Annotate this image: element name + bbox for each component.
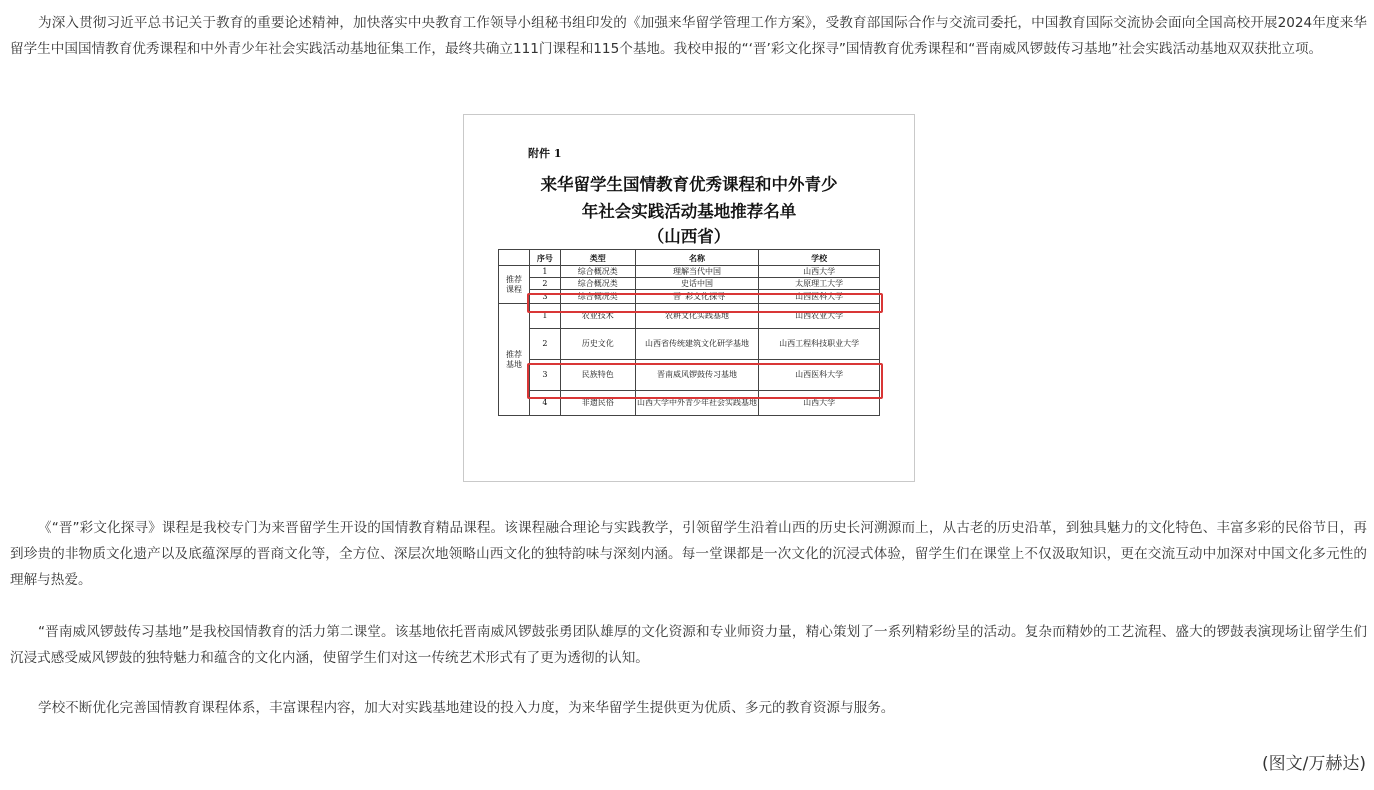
recommendation-list-image <box>463 114 915 482</box>
base-paragraph: “晋南威风锣鼓传习基地”是我校国情教育的活力第二课堂。该基地依托晋南威风锣鼓张勇团队雄厚的文化资源和专业师资力量，精心策划了一系列精彩纷呈的活动。复杂而精妙的工艺流程、盛大的锣鼓表演现场让留学生们沉浸式感受威风锣鼓的独特魅力和蕴含的文化内涵，使留学生们对这一传统艺术形式有了更为透彻的认知。 <box>10 624 1367 666</box>
table-header-cell: 名称 <box>635 250 759 266</box>
table-cell: 2 <box>529 329 560 360</box>
table-cell: 1 <box>529 266 560 278</box>
table-cell: 山西大学中外青少年社会实践基地 <box>635 391 759 416</box>
highlight-box-course <box>527 293 883 313</box>
table-cell: 山西省传统建筑文化研学基地 <box>635 329 759 360</box>
table-cell: 山西医科大学 <box>759 290 880 304</box>
table-cell: 3 <box>529 360 560 391</box>
table-cell: 综合概况类 <box>560 278 635 290</box>
table-cell: 晋南威风锣鼓传习基地 <box>635 360 759 391</box>
table-cell: 山西工程科技职业大学 <box>759 329 880 360</box>
course-paragraph: 《“晋”彩文化探寻》课程是我校专门为来晋留学生开设的国情教育精品课程。该课程融合理论与实践教学，引领留学生沿着山西的历史长河溯源而上，从古老的历史沿革，到独具魅力的文化特色、丰富多彩的民俗节日，再到珍贵的非物质文化遗产以及底蕴深厚的晋商文化等，全方位、深层次地领略山西文化的独特韵味与深刻内涵。每一堂课都是一次文化的沉浸式体验，留学生们在课堂上不仅汲取知识，更在交流互动中加深对中国文化多元性的理解与热爱。 <box>10 520 1367 588</box>
intro-paragraph: 为深入贯彻习近平总书记关于教育的重要论述精神，加快落实中央教育工作领导小组秘书组印发的《加强来华留学管理工作方案》，受教育部国际合作与交流司委托，中国教育国际交流协会面向全国高校开展2024年度来华留学生中国国情教育优秀课程和中外青少年社会实践活动基地征集工作，最终共确立111门课程和115个基地。我校申报的“‘晋’彩文化探寻”国情教育优秀课程和“晋南威风锣鼓传习基地”社会实践活动基地双双获批立项。 <box>10 15 1367 57</box>
table-cell: 山西医科大学 <box>759 360 880 391</box>
table-cell: 理解当代中国 <box>635 266 759 278</box>
table-cell: 2 <box>529 278 560 290</box>
table-header-cell: 序号 <box>529 250 560 266</box>
highlight-box-base <box>527 363 883 399</box>
table-cell: 3 <box>529 290 560 304</box>
table-header-cell: 学校 <box>759 250 880 266</box>
table-cell: 历史文化 <box>560 329 635 360</box>
table-cell: “晋”彩文化探寻 <box>635 290 759 304</box>
table-cell: 山西大学 <box>759 391 880 416</box>
table-cell: 史话中国 <box>635 278 759 290</box>
group-label-courses: 推荐课程 <box>499 266 530 304</box>
table-cell: 4 <box>529 391 560 416</box>
table-cell: 非遗民俗 <box>560 391 635 416</box>
table-cell: 综合概况类 <box>560 266 635 278</box>
table-cell: 民族特色 <box>560 360 635 391</box>
table-cell: 农业技术 <box>560 304 635 329</box>
table-cell: 山西农业大学 <box>759 304 880 329</box>
group-label-bases: 推荐基地 <box>499 304 530 416</box>
table-row <box>499 278 880 290</box>
table-header-cell <box>499 250 530 266</box>
author-credit: (图文/万赫达) <box>1262 754 1366 774</box>
table-header-row <box>499 250 880 266</box>
table-row <box>499 329 880 360</box>
table-cell: 农耕文化实践基地 <box>635 304 759 329</box>
table-row <box>499 266 880 278</box>
figure-title-line1: 来华留学生国情教育优秀课程和中外青少 <box>540 175 838 194</box>
table-cell: 太原理工大学 <box>759 278 880 290</box>
table-header-cell: 类型 <box>560 250 635 266</box>
attachment-label: 附件 1 <box>528 147 562 160</box>
table-cell: 1 <box>529 304 560 329</box>
table-cell: 山西大学 <box>759 266 880 278</box>
figure-title-line2: 年社会实践活动基地推荐名单 <box>581 202 797 221</box>
closing-paragraph: 学校不断优化完善国情教育课程体系，丰富课程内容，加大对实践基地建设的投入力度，为来华留学生提供更为优质、多元的教育资源与服务。 <box>38 700 895 716</box>
figure-title-line3: （山西省） <box>647 227 731 246</box>
table-cell: 综合概况类 <box>560 290 635 304</box>
